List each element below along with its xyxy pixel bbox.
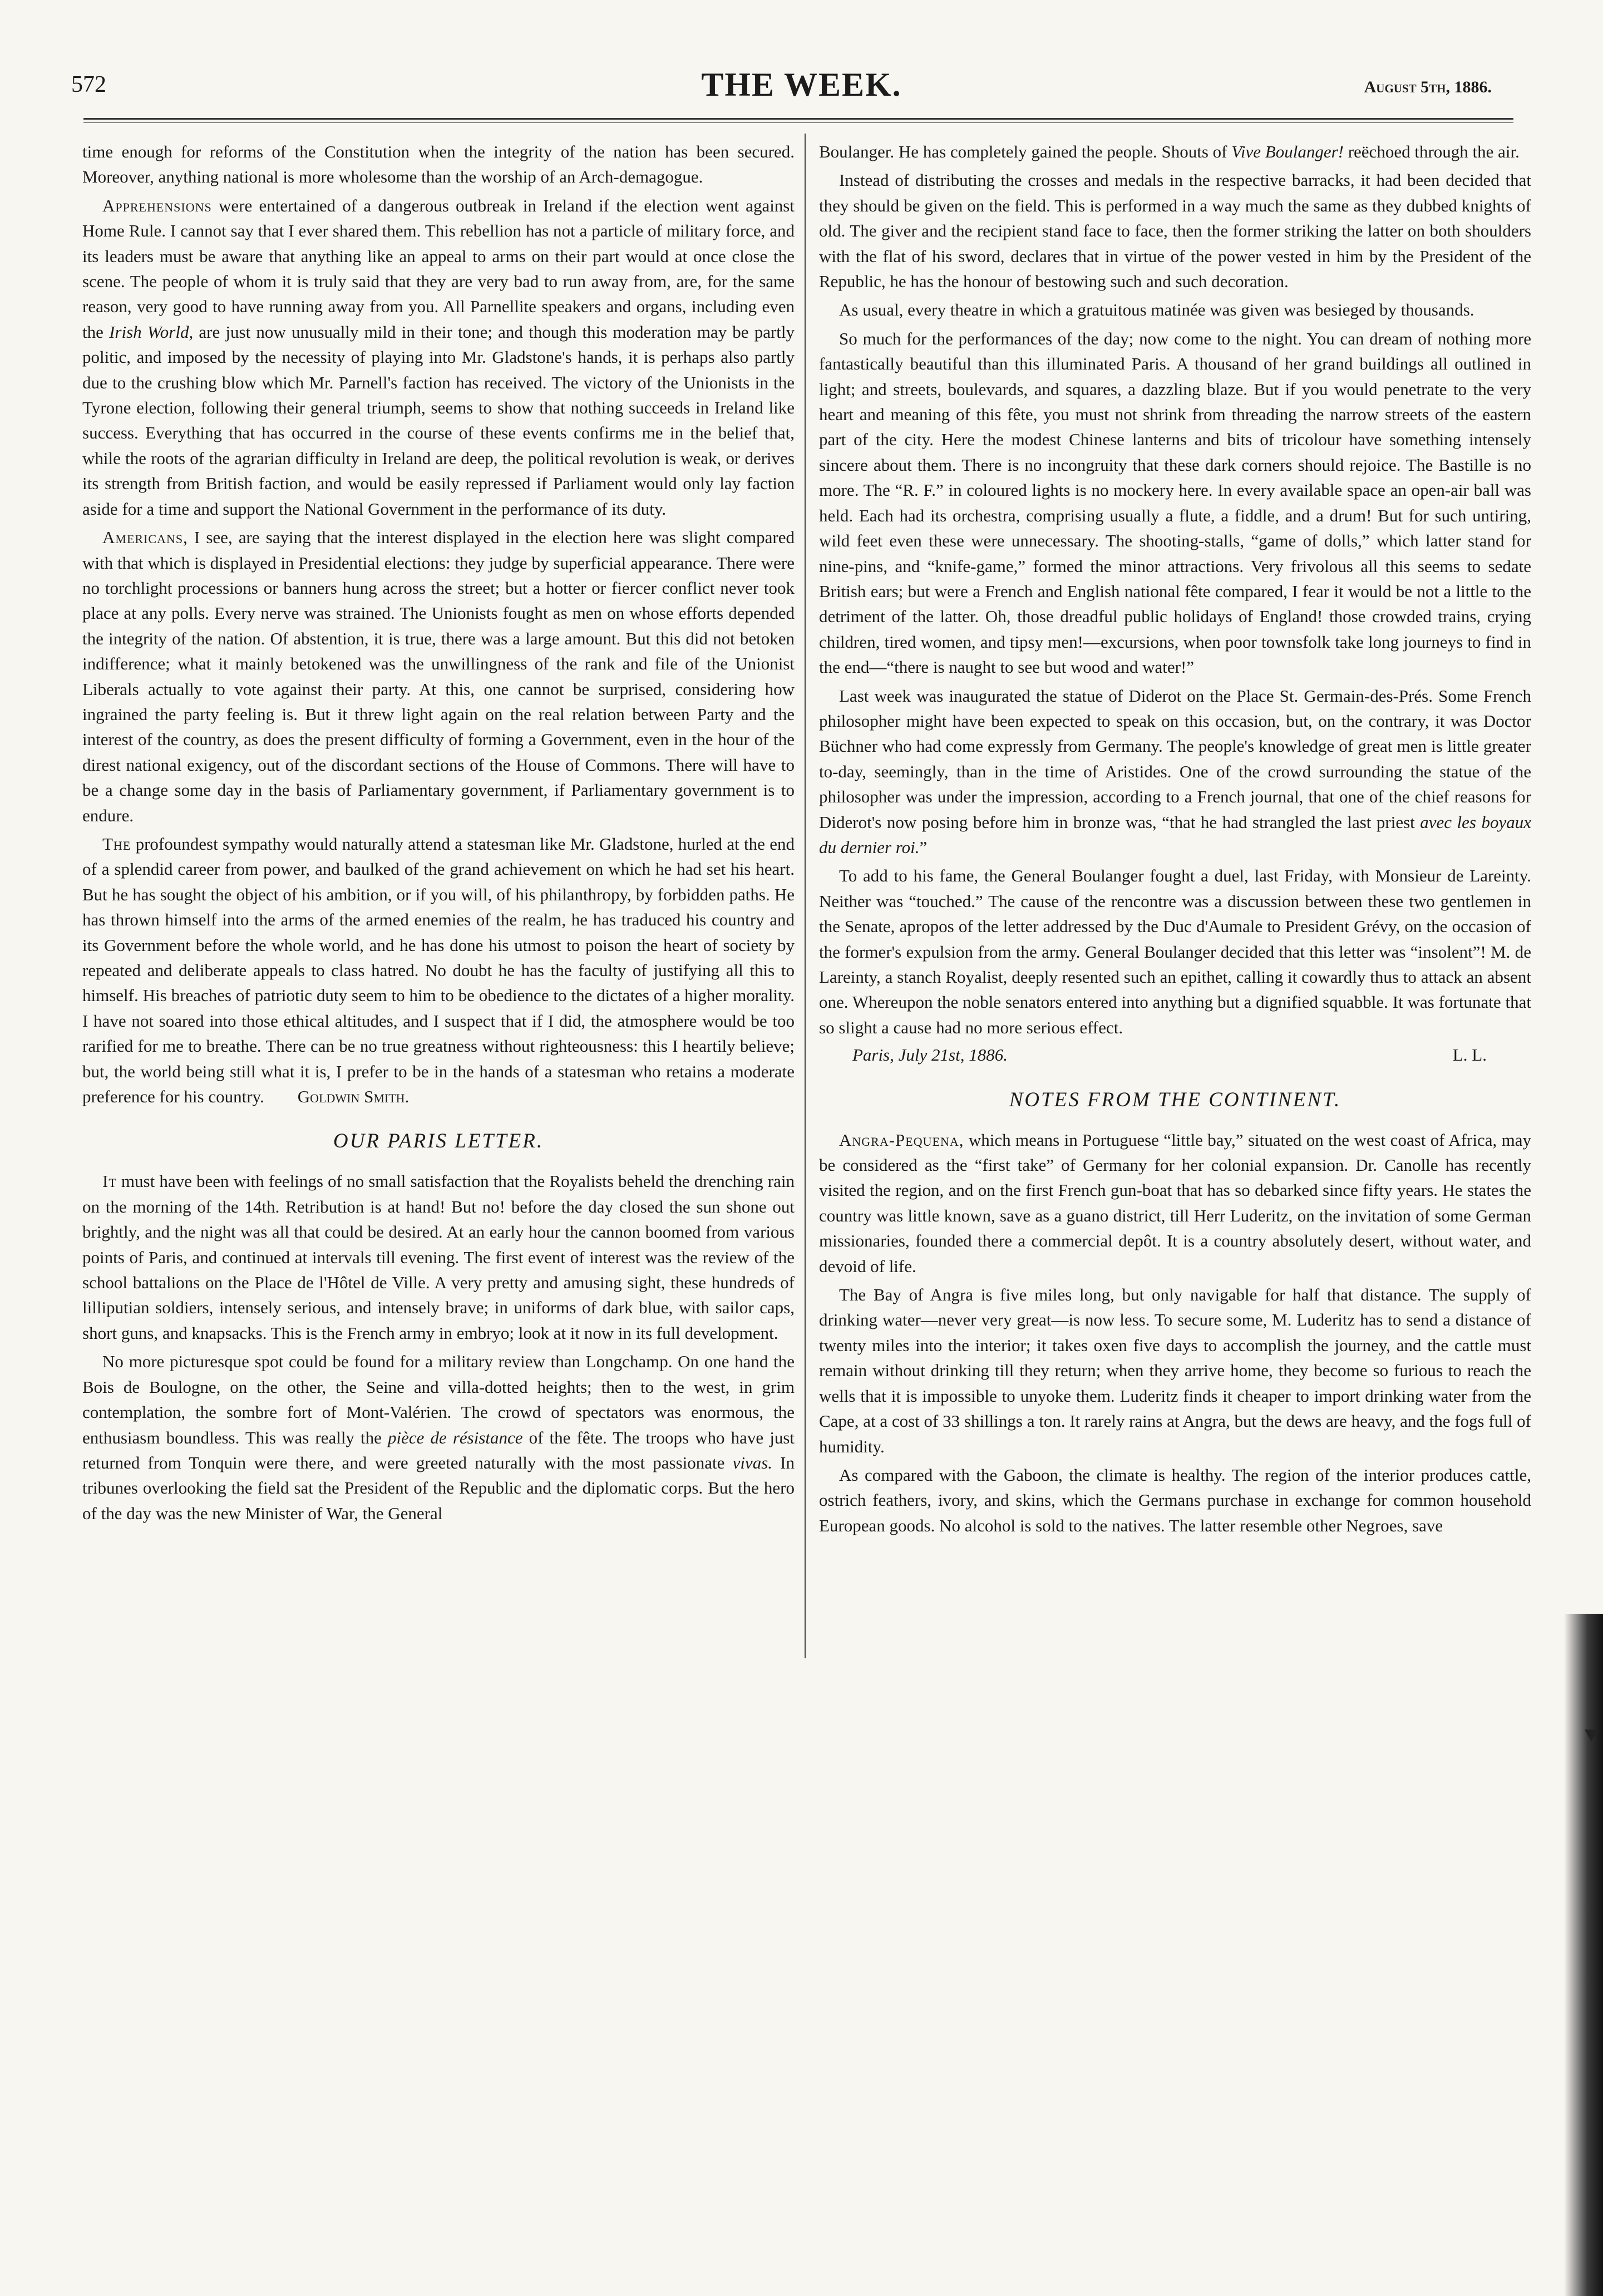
text: of the fête. The troops who have just returned from Tonquin were there, and were greeted naturally with the most passionate bbox=[82, 1427, 795, 1472]
italic-text: pièce de résistance bbox=[388, 1427, 523, 1447]
paragraph: Instead of distributing the crosses and medals in the respective barracks, it had been decided that they should be given on the field. This is performed in a way much the same as they dubbed knights of old. The giver and the recipient stand face to face, then the former striking the latter on both shoulders with the flat of his sword, declares that in virtue of the power vested in him by the President of the Republic, he has the honour of bestowing such and such decoration. bbox=[819, 170, 1531, 292]
italic-text: avec les boyaux du dernier roi. bbox=[819, 812, 1531, 857]
italic-text: Vive Boulanger! bbox=[1231, 142, 1344, 161]
journal-title: THE WEEK. bbox=[701, 66, 902, 103]
lead-word: Americans, bbox=[102, 528, 188, 548]
paragraph bbox=[82, 1169, 795, 1346]
paragraph bbox=[82, 193, 795, 521]
author-signature: Goldwin Smith. bbox=[297, 1087, 410, 1107]
paragraph bbox=[819, 1127, 1531, 1279]
section-heading-continent: NOTES FROM THE CONTINENT. bbox=[1009, 1088, 1341, 1111]
lead-word: It bbox=[102, 1171, 117, 1191]
paragraph: So much for the performances of the day; now come to the night. You can dream of nothing more fantastically beautiful than this illuminated Paris. A thousand of her grand buildings all outlined in light; and streets, boulevards, and squares, a dazzling blaze. But if you would penetrate to the very heart and meaning of this fête, you must not shrink from threading the narrow streets of the eastern part of the city. Here the modest Chinese lanterns and bits of tricolour have something intensely sincere about them. There is no incongruity that these dark corners should rejoice. The Bastille is no more. The “R. F.” in coloured lights is no mockery here. In every available space an open-air ball was held. Each had its orchestra, comprising usually a flute, a fiddle, and a drum! But for such untiring, wild feet even these were unnecessary. The shooting-stalls, “game of dolls,” which latter stand for nine-pins, and “knife-game,” formed the minor attractions. Very frivolous all this seems to sedate British ears; but were a French and English national fête compared, I fear it would be not a little to the detriment of the latter. Oh, those dreadful public holidays of England! those crowded trains, crying children, tired women, and tipsy men!—excursions, when poor townsfolk take long journeys to find in the end—“there is naught to see but wood and water!” bbox=[819, 328, 1531, 677]
lead-word: The bbox=[102, 834, 131, 854]
text: which means in Portuguese “little bay,” situated on the west coast of Africa, may be considered as the “first take” of Germany for her colonial expansion. Dr. Canolle has recently visited the region, and on the first French gun-boat that has so debarked since fifty years. He states the country was little known, save as a guano district, till Herr Luderitz, on the invitation of some German missionaries, founded there a commercial depôt. It is a country absolutely desert, without water, and devoid of life. bbox=[819, 1130, 1531, 1276]
paragraph: To add to his fame, the General Boulanger fought a duel, last Friday, with Monsieur de Lareinty. Neither was “touched.” The cause of the rencontre was a discussion between these two gentlemen in the Senate, apropos of the letter addressed by the Duc d'Aumale to President Grévy, on the occasion of the former's expulsion from the army. General Boulanger decided that this letter was “insolent”! M. de Lareinty, a stanch Royalist, deeply resented such an epithet, calling it cowardly thus to attack an absent one. Whereupon the noble senators entered into anything but a dignified squabble. It was fortunate that so slight a cause had no more serious effect. bbox=[819, 866, 1531, 1037]
text: In tribunes overlooking the field sat the President of the Republic and the diplomatic corps. But the hero of the day was the new Minister of War, the General bbox=[82, 1452, 795, 1523]
lead-word: Angra-Pequena, bbox=[839, 1130, 964, 1150]
paragraph: The Bay of Angra is five miles long, but only navigable for half that distance. The supply of drinking water—never very great—is now less. To secure some, M. Luderitz has to send a distance of twenty miles into the interior; it takes oxen five days to accomplish the journey, and the cattle must remain without drinking till they return; when they arrive home, they become so furious to reach the wells that it is impossible to unyoke them. Luderitz finds it cheaper to import drinking water from the Cape, at a cost of 33 shillings a ton. It rarely rains at Angra, but the dews are heavy, and the fogs full of humidity. bbox=[819, 1285, 1531, 1456]
paragraph: As compared with the Gaboon, the climate is healthy. The region of the interior produces cattle, ostrich feathers, ivory, and skins, which the Germans purchase in exchange for common household European goods. No alcohol is sold to the natives. The latter resemble other Negroes, save bbox=[819, 1465, 1531, 1535]
header-rule bbox=[83, 118, 1513, 120]
text: No more picturesque spot could be found for a military review than Longchamp. On one hand the Bois de Boulogne, on the other, the Seine and villa-dotted heights; then to the west, in grim contemplation, the sombre fort of Mont-Valérien. The crowd of spectators was enormous, the enthusiasm boundless. This was really the bbox=[82, 1352, 795, 1447]
paragraph bbox=[82, 525, 795, 828]
text: must have been with feelings of no small satisfaction that the Royalists beheld the drenching rain on the morning of the 14th. Retribution is at hand! But no! before the day closed the sun shone out brightly, and the night was all that could be desired. At an early hour the cannon boomed from various points of Paris, and continued at intervals till evening. The first event of interest was the review of the school battalions on the Place de l'Hôtel de Ville. A very pretty and amusing sight, these hundreds of lilliputian soldiers, intensely serious, and intensely brave; in uniforms of dark blue, with sailor caps, short guns, and knapsacks. This is the French army in embryo; look at it now in its full development. bbox=[82, 1171, 795, 1343]
text: profoundest sympathy would naturally attend a statesman like Mr. Gladstone, hurled at the end of a splendid career from power, and baulked of the grand achievement on which he had set his heart. But he has sought the object of his ambition, or if you will, of his philanthropy, by forbidden paths. He has thrown himself into the arms of the armed enemies of the realm, he has traduced his country and its Government before the whole world, and he has done his utmost to poison the heart of society by repeated and deliberate appeals to class hatred. No doubt he has the faculty of justifying all this to himself. His breaches of patriotic duty seem to him to be obedience to the dictates of a higher morality. I have not soared into those ethical altitudes, and I suspect that if I did, the atmosphere would be too rarified for me to breathe. There can be no true greatness without righteousness: this I heartily believe; but, the world being still what it is, I prefer to be in the hands of a statesman who retains a moderate preference for his country. bbox=[82, 834, 795, 1107]
left-column bbox=[82, 139, 795, 1526]
margin-mark bbox=[1585, 1730, 1598, 1742]
paragraph bbox=[82, 831, 795, 1109]
paragraph: time enough for reforms of the Constitution when the integrity of the nation has been secured. Moreover, anything national is more wholesome than the worship of an Arch-demagogue. bbox=[82, 142, 795, 187]
text: Boulanger. He has completely gained the people. Shouts of bbox=[819, 142, 1232, 161]
text: ” bbox=[919, 837, 928, 857]
text: I see, are saying that the interest displayed in the election here was slight compared with that which is displayed in Presidential elections: they judge by superficial appearance. There were no torchlight processions or banners hung across the street; but a hotter or fiercer conflict never took place at any polls. Every nerve was strained. The Unionists fought as men on whose efforts depended the integrity of the nation. Of abstention, it is true, there was a large amount. But this did not betoken indifference; what it mainly betokened was the unwillingness of the rank and file of the Unionist Liberals actually to vote against their party. At this, one cannot be surprised, considering how ingrained the party feeling is. But it threw light again on the real relation between Party and the interest of the country, as does the present difficulty of forming a Government, even in the hour of the direst national exigency, out of the discordant sections of the House of Commons. There will have to be a change some day in the basis of Parliamentary government, if Parliamentary government is to endure. bbox=[82, 528, 795, 825]
author-initials: L. L. bbox=[1452, 1045, 1487, 1065]
italic-text: Irish World, bbox=[109, 322, 194, 342]
page-binding-shadow bbox=[1564, 1614, 1603, 2296]
text: were entertained of a dangerous outbreak in Ireland if the election went against Home Rule. I cannot say that I ever shared them. This rebellion has not a particle of military force, and its leaders must be aware that anything like an appeal to arms on their part would at once close the scene. The people of whom it is truly said that they are very bad to run away from, are, for the same reason, very good to have running away from you. All Parnellite speakers and organs, including even the bbox=[82, 195, 795, 342]
dateline: Paris, July 21st, 1886. bbox=[852, 1045, 1008, 1065]
page-number: 572 bbox=[71, 72, 106, 97]
header-rule-thin bbox=[83, 122, 1513, 123]
italic-text: vivas. bbox=[732, 1452, 773, 1472]
paragraph bbox=[819, 139, 1531, 164]
letter-signoff bbox=[819, 1040, 1531, 1067]
text: Last week was inaugurated the statue of Diderot on the Place St. Germain-des-Prés. Some French philosopher might have been expected to speak on this occasion, but, on the contrary, it was Doctor Büchner who had come expressly from Germany. The people's knowledge of great men is little greater to-day, seemingly, than in the time of Aristides. One of the crowd surrounding the statue of the philosopher was under the impression, according to a French journal, that one of the chief reasons for Diderot's now posing before him in bronze was, “that he had strangled the last priest bbox=[819, 686, 1531, 832]
paragraph bbox=[819, 683, 1531, 860]
text: reëchoed through the air. bbox=[1343, 142, 1520, 161]
lead-word: Apprehensions bbox=[102, 195, 212, 215]
section-heading-paris-letter: OUR PARIS LETTER. bbox=[333, 1130, 544, 1153]
text: are just now unusually mild in their tone; and though this moderation may be partly politic, and imposed by the necessity of playing into Mr. Gladstone's hands, it is perhaps also partly due to the crushing blow which Mr. Parnell's faction has received. The victory of the Unionists in the Tyrone election, following their general triumph, seems to show that nothing succeeds in Ireland like success. Everything that has occurred in the course of these events confirms me in the belief that, while the roots of the agrarian difficulty in Ireland are deep, the political revolution is weak, or derives its strength from British faction, and would be easily repressed if Parliament would only lay faction aside for a time and support the National Government in the performance of its duty. bbox=[82, 322, 795, 519]
right-column bbox=[819, 139, 1531, 1538]
paragraph: As usual, every theatre in which a gratuitous matinée was given was besieged by thousands. bbox=[839, 300, 1474, 320]
column-divider bbox=[805, 134, 806, 1658]
paragraph bbox=[82, 1349, 795, 1526]
issue-date: August 5th, 1886. bbox=[1364, 78, 1492, 96]
